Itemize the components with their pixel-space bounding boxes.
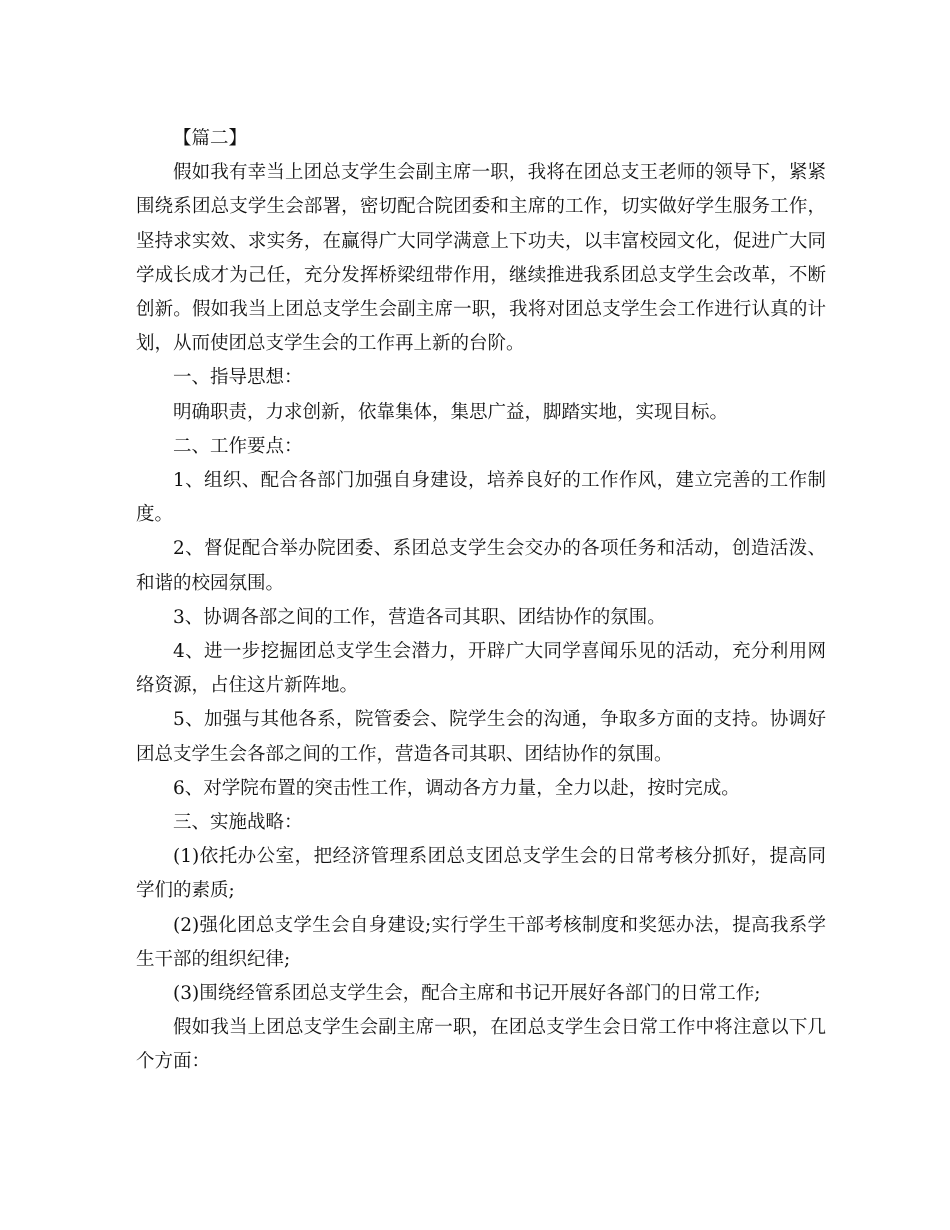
paragraph-guiding-text: 明确职责，力求创新，依靠集体，集思广益，脚踏实地，实现目标。 xyxy=(173,401,729,423)
paragraph-point-1: 1、组织、配合各部门加强自身建设，培养良好的工作作风，建立完善的工作制度。 xyxy=(136,470,826,526)
paragraph-point-3: 3、协调各部之间的工作，营造各司其职、团结协作的氛围。 xyxy=(173,606,666,628)
paragraph-closing: 假如我当上团总支学生会副主席一职，在团总支学生会日常工作中将注意以下几个方面： xyxy=(136,1017,826,1073)
paragraph-guiding-heading: 一、指导思想： xyxy=(173,367,303,389)
document-body xyxy=(136,122,826,1080)
paragraph-keypoints-heading: 二、工作要点： xyxy=(173,435,303,457)
section-heading: 【篇二】 xyxy=(173,128,248,149)
paragraph-point-6: 6、对学院布置的突击性工作，调动各方力量，全力以赴，按时完成。 xyxy=(173,777,740,799)
paragraph-strategy-3: (3)围绕经管系团总支学生会，配合主席和书记开展好各部门的日常工作; xyxy=(173,983,761,1005)
paragraph-strategy-1: (1)依托办公室，把经济管理系团总支团总支学生会的日常考核分抓好，提高同学们的素质; xyxy=(136,846,826,902)
paragraph-intro: 假如我有幸当上团总支学生会副主席一职，我将在团总支王老师的领导下，紧紧围绕系团总支学生会部署，密切配合院团委和主席的工作，切实做好学生服务工作，坚持求实效、求实务，在赢得广大同学满意上下功夫，以丰富校园文化，促进广大同学成长成才为己任，充分发挥桥梁纽带作用，继续推进我系团总支学生会改革，不断创新。假如我当上团总支学生会副主席一职，我将对团总支学生会工作进行认真的计划，从而使团总支学生会的工作再上新的台阶。 xyxy=(136,162,826,355)
paragraph-point-4: 4、进一步挖掘团总支学生会潜力，开辟广大同学喜闻乐见的活动，充分利用网络资源，占住这片新阵地。 xyxy=(136,641,826,697)
paragraph-point-5: 5、加强与其他各系，院管委会、院学生会的沟通，争取多方面的支持。协调好团总支学生会各部之间的工作，营造各司其职、团结协作的氛围。 xyxy=(136,709,826,765)
paragraph-point-2: 2、督促配合举办院团委、系团总支学生会交办的各项任务和活动，创造活泼、和谐的校园氛围。 xyxy=(136,538,826,594)
paragraph-strategy-2: (2)强化团总支学生会自身建设;实行学生干部考核制度和奖惩办法，提高我系学生干部的组织纪律; xyxy=(136,914,826,970)
paragraph-strategy-heading: 三、实施战略： xyxy=(173,812,303,834)
